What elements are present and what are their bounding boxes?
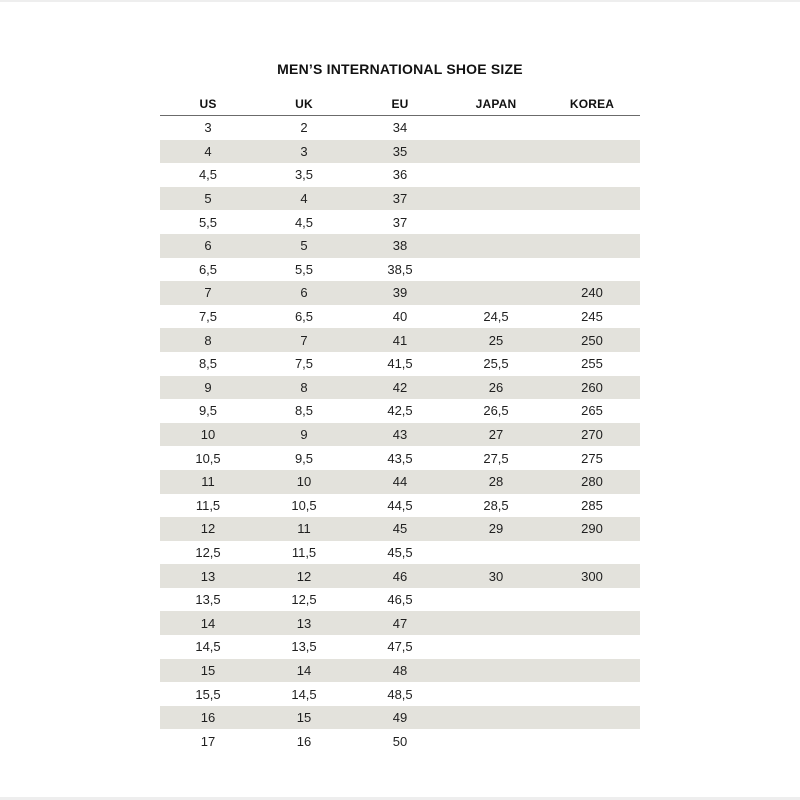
cell-uk: 14,5 (291, 686, 317, 702)
cell-japan (448, 116, 544, 140)
cell-us: 13 (200, 568, 216, 584)
cell-eu: 37 (392, 214, 408, 230)
table-row (160, 234, 640, 258)
cell-eu: 46 (392, 568, 408, 584)
cell-us: 14,5 (195, 639, 221, 655)
cell-uk: 12 (296, 568, 312, 584)
cell-korea (544, 729, 640, 753)
cell-us: 11,5 (195, 497, 221, 513)
cell-korea: 255 (581, 356, 603, 372)
cell-us: 5,5 (198, 214, 218, 230)
cell-us: 12,5 (195, 544, 221, 560)
cell-eu: 42 (392, 379, 408, 395)
cell-uk: 8 (300, 379, 308, 395)
cell-uk: 5,5 (294, 261, 314, 277)
cell-korea (544, 163, 640, 187)
cell-uk: 3 (300, 143, 308, 159)
cell-japan (448, 635, 544, 659)
cell-uk: 11 (297, 521, 311, 537)
cell-japan: 29 (488, 521, 504, 537)
cell-us: 7 (204, 285, 212, 301)
cell-japan (448, 140, 544, 164)
cell-eu: 43 (392, 427, 408, 443)
cell-us: 8,5 (198, 356, 218, 372)
cell-japan (448, 210, 544, 234)
cell-korea (544, 541, 640, 565)
cell-us: 14 (200, 615, 216, 631)
cell-eu: 40 (392, 309, 408, 325)
cell-eu: 48,5 (387, 686, 413, 702)
cell-us: 6 (204, 238, 212, 254)
cell-eu: 37 (392, 191, 408, 207)
cell-japan: 25 (488, 332, 504, 348)
cell-uk: 9,5 (294, 450, 314, 466)
table-row (160, 423, 640, 447)
table-row (160, 635, 640, 659)
cell-korea (544, 659, 640, 683)
cell-eu: 36 (392, 167, 408, 183)
cell-uk: 9 (300, 427, 308, 443)
table-row (160, 682, 640, 706)
cell-us: 15 (200, 662, 216, 678)
cell-korea: 280 (581, 474, 603, 490)
cell-korea (544, 210, 640, 234)
cell-korea: 300 (581, 568, 603, 584)
cell-eu: 42,5 (387, 403, 413, 419)
cell-uk: 6 (300, 285, 308, 301)
cell-eu: 35 (392, 143, 408, 159)
table-row (160, 706, 640, 730)
table-row (160, 281, 640, 305)
cell-eu: 44,5 (387, 497, 413, 513)
cell-korea (544, 706, 640, 730)
cell-korea: 290 (581, 521, 603, 537)
cell-eu: 46,5 (387, 592, 413, 608)
column-header-eu: EU (391, 96, 409, 111)
cell-korea (544, 611, 640, 635)
cell-japan (448, 659, 544, 683)
cell-japan: 26 (488, 379, 504, 395)
cell-japan: 25,5 (483, 356, 509, 372)
column-header-japan: JAPAN (475, 96, 517, 111)
cell-japan (448, 281, 544, 305)
table-row (160, 116, 640, 140)
cell-uk: 6,5 (294, 309, 314, 325)
cell-eu: 45,5 (387, 544, 413, 560)
cell-us: 4 (204, 143, 212, 159)
cell-korea: 275 (581, 450, 603, 466)
cell-japan (448, 611, 544, 635)
cell-japan (448, 729, 544, 753)
table-row (160, 659, 640, 683)
cell-us: 12 (200, 521, 216, 537)
cell-uk: 7,5 (294, 356, 314, 372)
cell-korea: 250 (581, 332, 603, 348)
cell-uk: 2 (300, 120, 308, 136)
cell-korea (544, 140, 640, 164)
column-header-uk: UK (295, 96, 313, 111)
table-header (160, 92, 640, 116)
cell-korea: 240 (581, 285, 603, 301)
cell-us: 8 (204, 332, 212, 348)
cell-uk: 13,5 (291, 639, 317, 655)
cell-japan (448, 163, 544, 187)
cell-korea: 270 (581, 427, 603, 443)
top-border (0, 0, 800, 2)
cell-eu: 38 (392, 238, 408, 254)
table-row (160, 305, 640, 329)
cell-eu: 38,5 (387, 261, 413, 277)
table-row (160, 140, 640, 164)
column-header-us: US (199, 96, 217, 111)
cell-japan: 28 (488, 474, 504, 490)
cell-korea: 245 (581, 309, 603, 325)
cell-eu: 41 (392, 332, 408, 348)
page-title: MEN’S INTERNATIONAL SHOE SIZE (277, 61, 523, 77)
cell-korea (544, 635, 640, 659)
column-header-korea: KOREA (569, 96, 615, 111)
cell-uk: 11,5 (291, 544, 317, 560)
cell-korea (544, 682, 640, 706)
cell-uk: 10,5 (291, 497, 317, 513)
cell-us: 7,5 (198, 309, 218, 325)
cell-us: 10 (200, 427, 216, 443)
cell-us: 5 (204, 191, 212, 207)
cell-uk: 12,5 (291, 592, 317, 608)
cell-japan: 24,5 (483, 309, 509, 325)
table-row (160, 541, 640, 565)
cell-japan (448, 706, 544, 730)
cell-eu: 45 (392, 521, 408, 537)
cell-eu: 43,5 (387, 450, 413, 466)
table-row (160, 328, 640, 352)
table-row (160, 399, 640, 423)
table-row (160, 376, 640, 400)
table-body (160, 116, 640, 753)
cell-us: 16 (200, 710, 216, 726)
table-row (160, 163, 640, 187)
cell-uk: 4 (300, 191, 308, 207)
cell-japan: 27 (488, 427, 504, 443)
cell-eu: 48 (392, 662, 408, 678)
cell-us: 13,5 (195, 592, 221, 608)
cell-eu: 50 (392, 733, 408, 749)
cell-japan: 27,5 (483, 450, 509, 466)
cell-uk: 10 (296, 474, 312, 490)
cell-us: 15,5 (195, 686, 221, 702)
cell-japan (448, 258, 544, 282)
cell-eu: 41,5 (387, 356, 413, 372)
cell-japan (448, 187, 544, 211)
table-row (160, 187, 640, 211)
cell-uk: 5 (300, 238, 308, 254)
table-row (160, 517, 640, 541)
table-row (160, 352, 640, 376)
cell-korea (544, 187, 640, 211)
cell-japan: 28,5 (483, 497, 509, 513)
table-row (160, 588, 640, 612)
cell-us: 17 (200, 733, 216, 749)
cell-us: 3 (204, 120, 212, 136)
cell-eu: 47 (392, 615, 408, 631)
table-row (160, 210, 640, 234)
cell-japan (448, 541, 544, 565)
cell-eu: 49 (392, 710, 408, 726)
table-row (160, 446, 640, 470)
cell-us: 6,5 (198, 261, 218, 277)
table-row (160, 258, 640, 282)
cell-korea: 285 (581, 497, 603, 513)
cell-uk: 4,5 (294, 214, 314, 230)
table-row (160, 564, 640, 588)
cell-korea: 260 (581, 379, 603, 395)
cell-japan (448, 234, 544, 258)
cell-korea (544, 588, 640, 612)
table-row (160, 494, 640, 518)
cell-japan: 26,5 (483, 403, 509, 419)
cell-eu: 39 (392, 285, 408, 301)
cell-uk: 13 (296, 615, 312, 631)
cell-korea (544, 116, 640, 140)
cell-japan (448, 682, 544, 706)
table-row (160, 611, 640, 635)
cell-us: 11 (201, 474, 215, 490)
cell-eu: 47,5 (387, 639, 413, 655)
cell-eu: 34 (392, 120, 408, 136)
size-table (160, 92, 640, 753)
cell-eu: 44 (392, 474, 408, 490)
table-row (160, 470, 640, 494)
cell-us: 10,5 (195, 450, 221, 466)
cell-japan: 30 (488, 568, 504, 584)
cell-uk: 15 (296, 710, 312, 726)
cell-us: 9,5 (198, 403, 218, 419)
table-row (160, 729, 640, 753)
cell-uk: 7 (300, 332, 308, 348)
cell-uk: 16 (296, 733, 312, 749)
cell-uk: 8,5 (294, 403, 314, 419)
cell-korea (544, 234, 640, 258)
cell-japan (448, 588, 544, 612)
cell-uk: 3,5 (294, 167, 314, 183)
cell-us: 4,5 (198, 167, 218, 183)
cell-korea (544, 258, 640, 282)
cell-korea: 265 (581, 403, 603, 419)
cell-uk: 14 (296, 662, 312, 678)
cell-us: 9 (204, 379, 212, 395)
